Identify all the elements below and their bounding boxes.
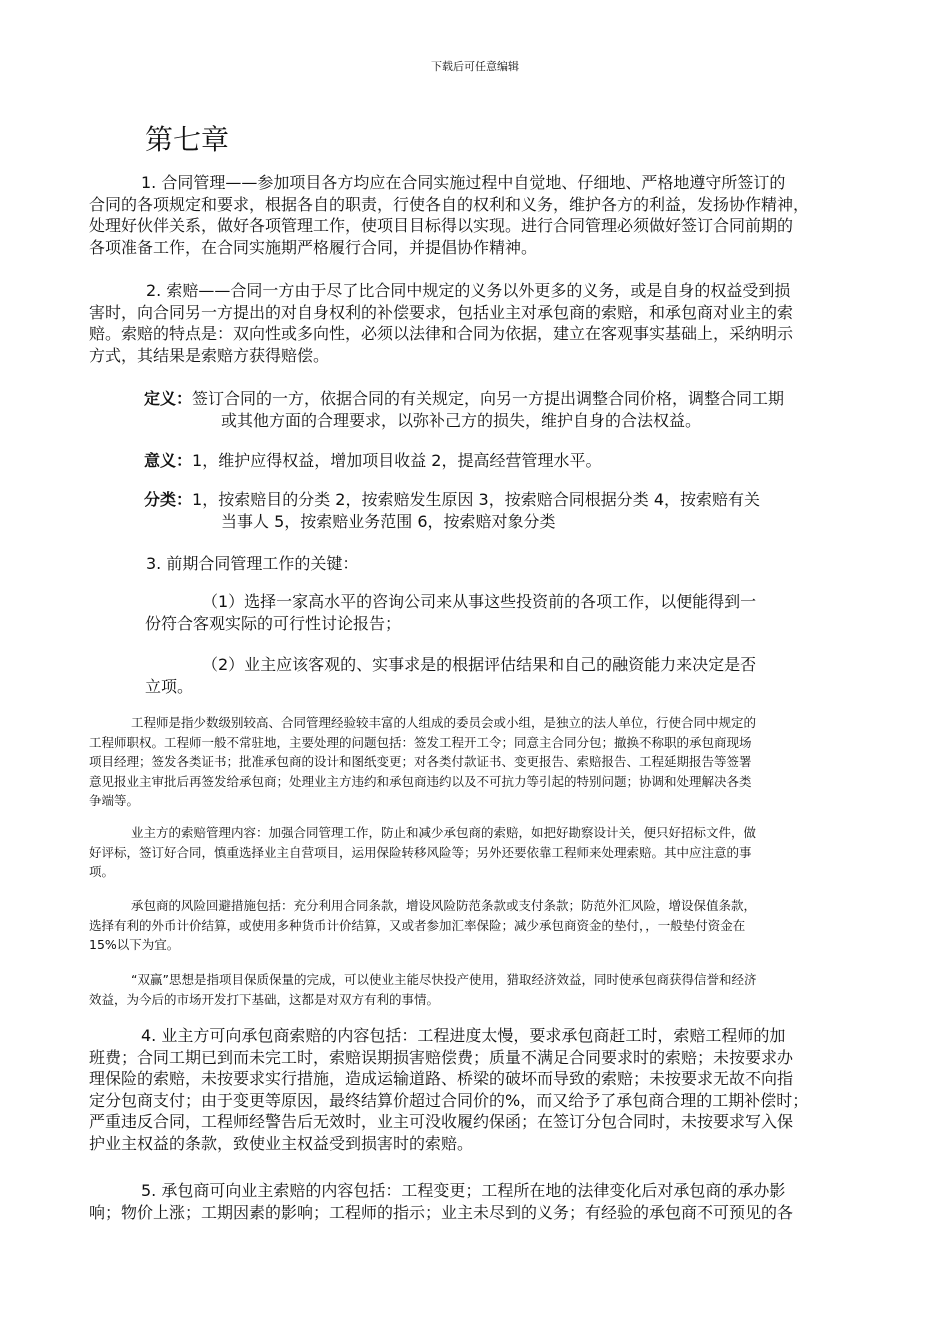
- paragraph-line: 5. 承包商可向业主索赔的内容包括：工程变更；工程所在地的法律变化后对承包商的承办影: [141, 1181, 786, 1200]
- small-line: 效益，为今后的市场开发打下基础，这都是对双方有利的事情。: [89, 991, 440, 1007]
- classification-label: 分类：: [144, 490, 193, 509]
- paragraph-3-item-2: [145, 654, 756, 697]
- definition-text-continued: 或其他方面的合理要求，以弥补己方的损失，维护自身的合法权益。: [221, 410, 702, 430]
- paragraph-5: [89, 1180, 793, 1223]
- page-header: 下载后可任意编辑: [431, 60, 519, 73]
- paragraph-3: 3. 前期合同管理工作的关键：: [146, 554, 359, 573]
- paragraph-1: [89, 172, 809, 258]
- definition-label: 定义：: [144, 389, 193, 408]
- small-line: 好评标，签订好合同，慎重选择业主自营项目，运用保险转移风险等；另外还要依靠工程师来处理索赔。其中应注意的事: [89, 844, 752, 860]
- meaning-label: 意义：: [144, 451, 193, 470]
- paragraph-line: 严重违反合同，工程师经警告后无效时，业主可没收履约保函；在签订分包合同时，未按要求写入保: [89, 1112, 794, 1131]
- small-line: “双赢”思想是指项目保质保量的完成，可以使业主能尽快投产使用，猎取经济效益，同时使承包商获得信誉和经济: [131, 972, 757, 987]
- small-line: 工程师是指少数级别较高、合同管理经验较丰富的人组成的委员会或小组，是独立的法人单位，行使合同中规定的: [131, 715, 757, 730]
- small-line: 选择有利的外币计价结算，或使用多种货币计价结算，又或者参加汇率保险；减少承包商资金的垫付，，一般垫付资金在: [89, 917, 746, 933]
- item-line: 立项。: [145, 676, 194, 696]
- small-line: 15%以下为宜。: [89, 937, 180, 952]
- paragraph-line: 各项准备工作，在合同实施期严格履行合同，并提倡协作精神。: [89, 237, 538, 257]
- paragraph-line: 护业主权益的条款，致使业主权益受到损害时的索赔。: [89, 1133, 474, 1153]
- small-paragraph-engineer: [89, 713, 756, 811]
- paragraph-2: [89, 280, 793, 366]
- paragraph-line: 赔。索赔的特点是：双向性或多向性，必须以法律和合同为依据，建立在客观事实基础上，采纳明示: [89, 324, 794, 343]
- small-line: 承包商的风险回避措施包括：充分利用合同条款，增设风险防范条款或支付条款；防范外汇风险，增设保值条款，: [131, 898, 757, 913]
- paragraph-line: 1. 合同管理——参加项目各方均应在合同实施过程中自觉地、仔细地、严格地遵守所签订的: [141, 173, 786, 192]
- small-paragraph-owner-claims: [89, 823, 756, 882]
- paragraph-3-item-1: [145, 591, 756, 634]
- paragraph-line: 定分包商支付；由于变更等原因，最终结算价超过合同价的%，而又给予了承包商合理的工期补偿时；: [89, 1090, 809, 1110]
- paragraph-line: 2. 索赔——合同一方由于尽了比合同中规定的义务以外更多的义务，或是自身的权益受到损: [146, 281, 791, 300]
- meaning-block: [144, 450, 601, 472]
- small-line: 工程师职权。工程师一般不常驻地，主要处理的问题包括：签发工程开工令；同意主合同分包；撤换不称职的承包商现场: [89, 734, 752, 750]
- paragraph-line: 处理好伙伴关系，做好各项管理工作，使项目目标得以实现。进行合同管理必须做好签订合同前期的: [89, 216, 794, 235]
- chapter-title: 第七章: [145, 123, 230, 156]
- meaning-text: 1，维护应得权益，增加项目收益 2，提高经营管理水平。: [192, 451, 602, 470]
- paragraph-line: 理保险的索赔，未按要求实行措施，造成运输道路、桥梁的破坏而导致的索赔；未按要求无故不向指: [89, 1069, 794, 1088]
- definition-block: [144, 388, 784, 431]
- small-paragraph-contractor-risk: [89, 896, 756, 955]
- small-line: 意见报业主审批后再签发给承包商；处理业主方违约和承包商违约以及不可抗力等引起的特别问题；协调和处理解决各类: [89, 773, 752, 789]
- definition-text: 签订合同的一方，依据合同的有关规定，向另一方提出调整合同价格，调整合同工期: [192, 389, 785, 408]
- paragraph-4: [89, 1025, 808, 1154]
- paragraph-line: 4. 业主方可向承包商索赔的内容包括：工程进度太慢，要求承包商赶工时，索赔工程师的加: [141, 1026, 786, 1045]
- paragraph-line: 方式，其结果是索赔方获得赔偿。: [89, 345, 330, 365]
- classification-block: [144, 489, 760, 532]
- paragraph-line: 班费；合同工期已到而未完工时，索赔误期损害赔偿费；质量不满足合同要求时的索赔；未按要求办: [89, 1047, 794, 1067]
- paragraph-line: 合同的各项规定和要求，根据各自的职责，行使各自的权利和义务，维护各方的利益，发扬协作精神，: [89, 194, 810, 214]
- item-line: （1）选择一家高水平的咨询公司来从事这些投资前的各项工作，以便能得到一: [202, 592, 757, 611]
- small-line: 项目经理；签发各类证书；批准承包商的设计和图纸变更；对各类付款证书、变更报告、索赔报告、工程延期报告等签署: [89, 754, 752, 769]
- classification-text-continued: 当事人 5，按索赔业务范围 6，按索赔对象分类: [221, 511, 556, 531]
- small-line: 争端等。: [89, 793, 140, 808]
- item-line: （2）业主应该客观的、实事求是的根据评估结果和自己的融资能力来决定是否: [202, 655, 757, 674]
- classification-text: 1，按索赔目的分类 2，按索赔发生原因 3，按索赔合同根据分类 4，按索赔有关: [192, 490, 760, 509]
- small-line: 项。: [89, 864, 115, 879]
- small-line: 业主方的索赔管理内容：加强合同管理工作，防止和减少承包商的索赔，如把好勘察设计关，便只好招标文件，做: [131, 825, 757, 840]
- paragraph-line: 害时，向合同另一方提出的对自身权利的补偿要求，包括业主对承包商的索赔，和承包商对业主的索: [89, 302, 794, 322]
- small-paragraph-win-win: [89, 970, 756, 1009]
- item-line: 份符合客观实际的可行性讨论报告；: [145, 613, 402, 633]
- paragraph-line: 响；物价上涨；工期因素的影响；工程师的指示；业主未尽到的义务；有经验的承包商不可预见的各: [89, 1202, 794, 1222]
